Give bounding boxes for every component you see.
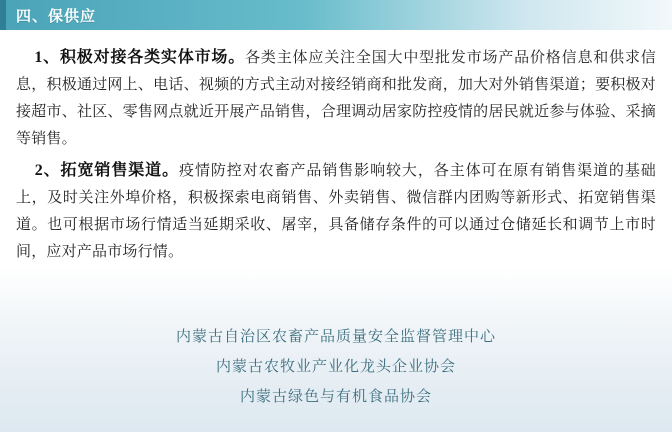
paragraph-2-text: 疫情防控对农畜产品销售影响较大，各主体可在原有销售渠道的基础上，及时关注外埠价格，积极探索电商销售、外卖销售、微信群内团购等新形式、拓宽销售渠道。也可根据市场行情适当延期采收、屠宰，具备储存条件的可以通过仓储延长和调节上市时间，应对产品市场行情。 [16, 163, 656, 260]
body-spacer [16, 270, 656, 322]
section-header-bar [0, 0, 672, 30]
paragraph-2 [16, 157, 656, 266]
paragraph-2-lead: 2、拓宽销售渠道。 [34, 162, 180, 179]
signature-line-1: 内蒙古自治区农畜产品质量安全监督管理中心 [175, 329, 496, 345]
document-body [0, 30, 672, 412]
section-title: 四、保供应 [16, 7, 97, 25]
signature-line-3: 内蒙古绿色与有机食品协会 [239, 389, 432, 405]
paragraph-1 [16, 44, 656, 153]
paragraph-1-lead: 1、积极对接各类实体市场。 [34, 49, 246, 66]
paragraph-1-text: 各类主体应关注全国大中型批发市场产品价格信息和供求信息，积极通过网上、电话、视频的方式主动对接经销商和批发商，加大对外销售渠道；要积极对接超市、社区、零售网点就近开展产品销售，合理调动居家防控疫情的居民就近参与体验、采摘等销售。 [16, 50, 656, 147]
signature-line-2: 内蒙古农牧业产业化龙头企业协会 [215, 359, 456, 375]
signature-block [16, 322, 656, 412]
